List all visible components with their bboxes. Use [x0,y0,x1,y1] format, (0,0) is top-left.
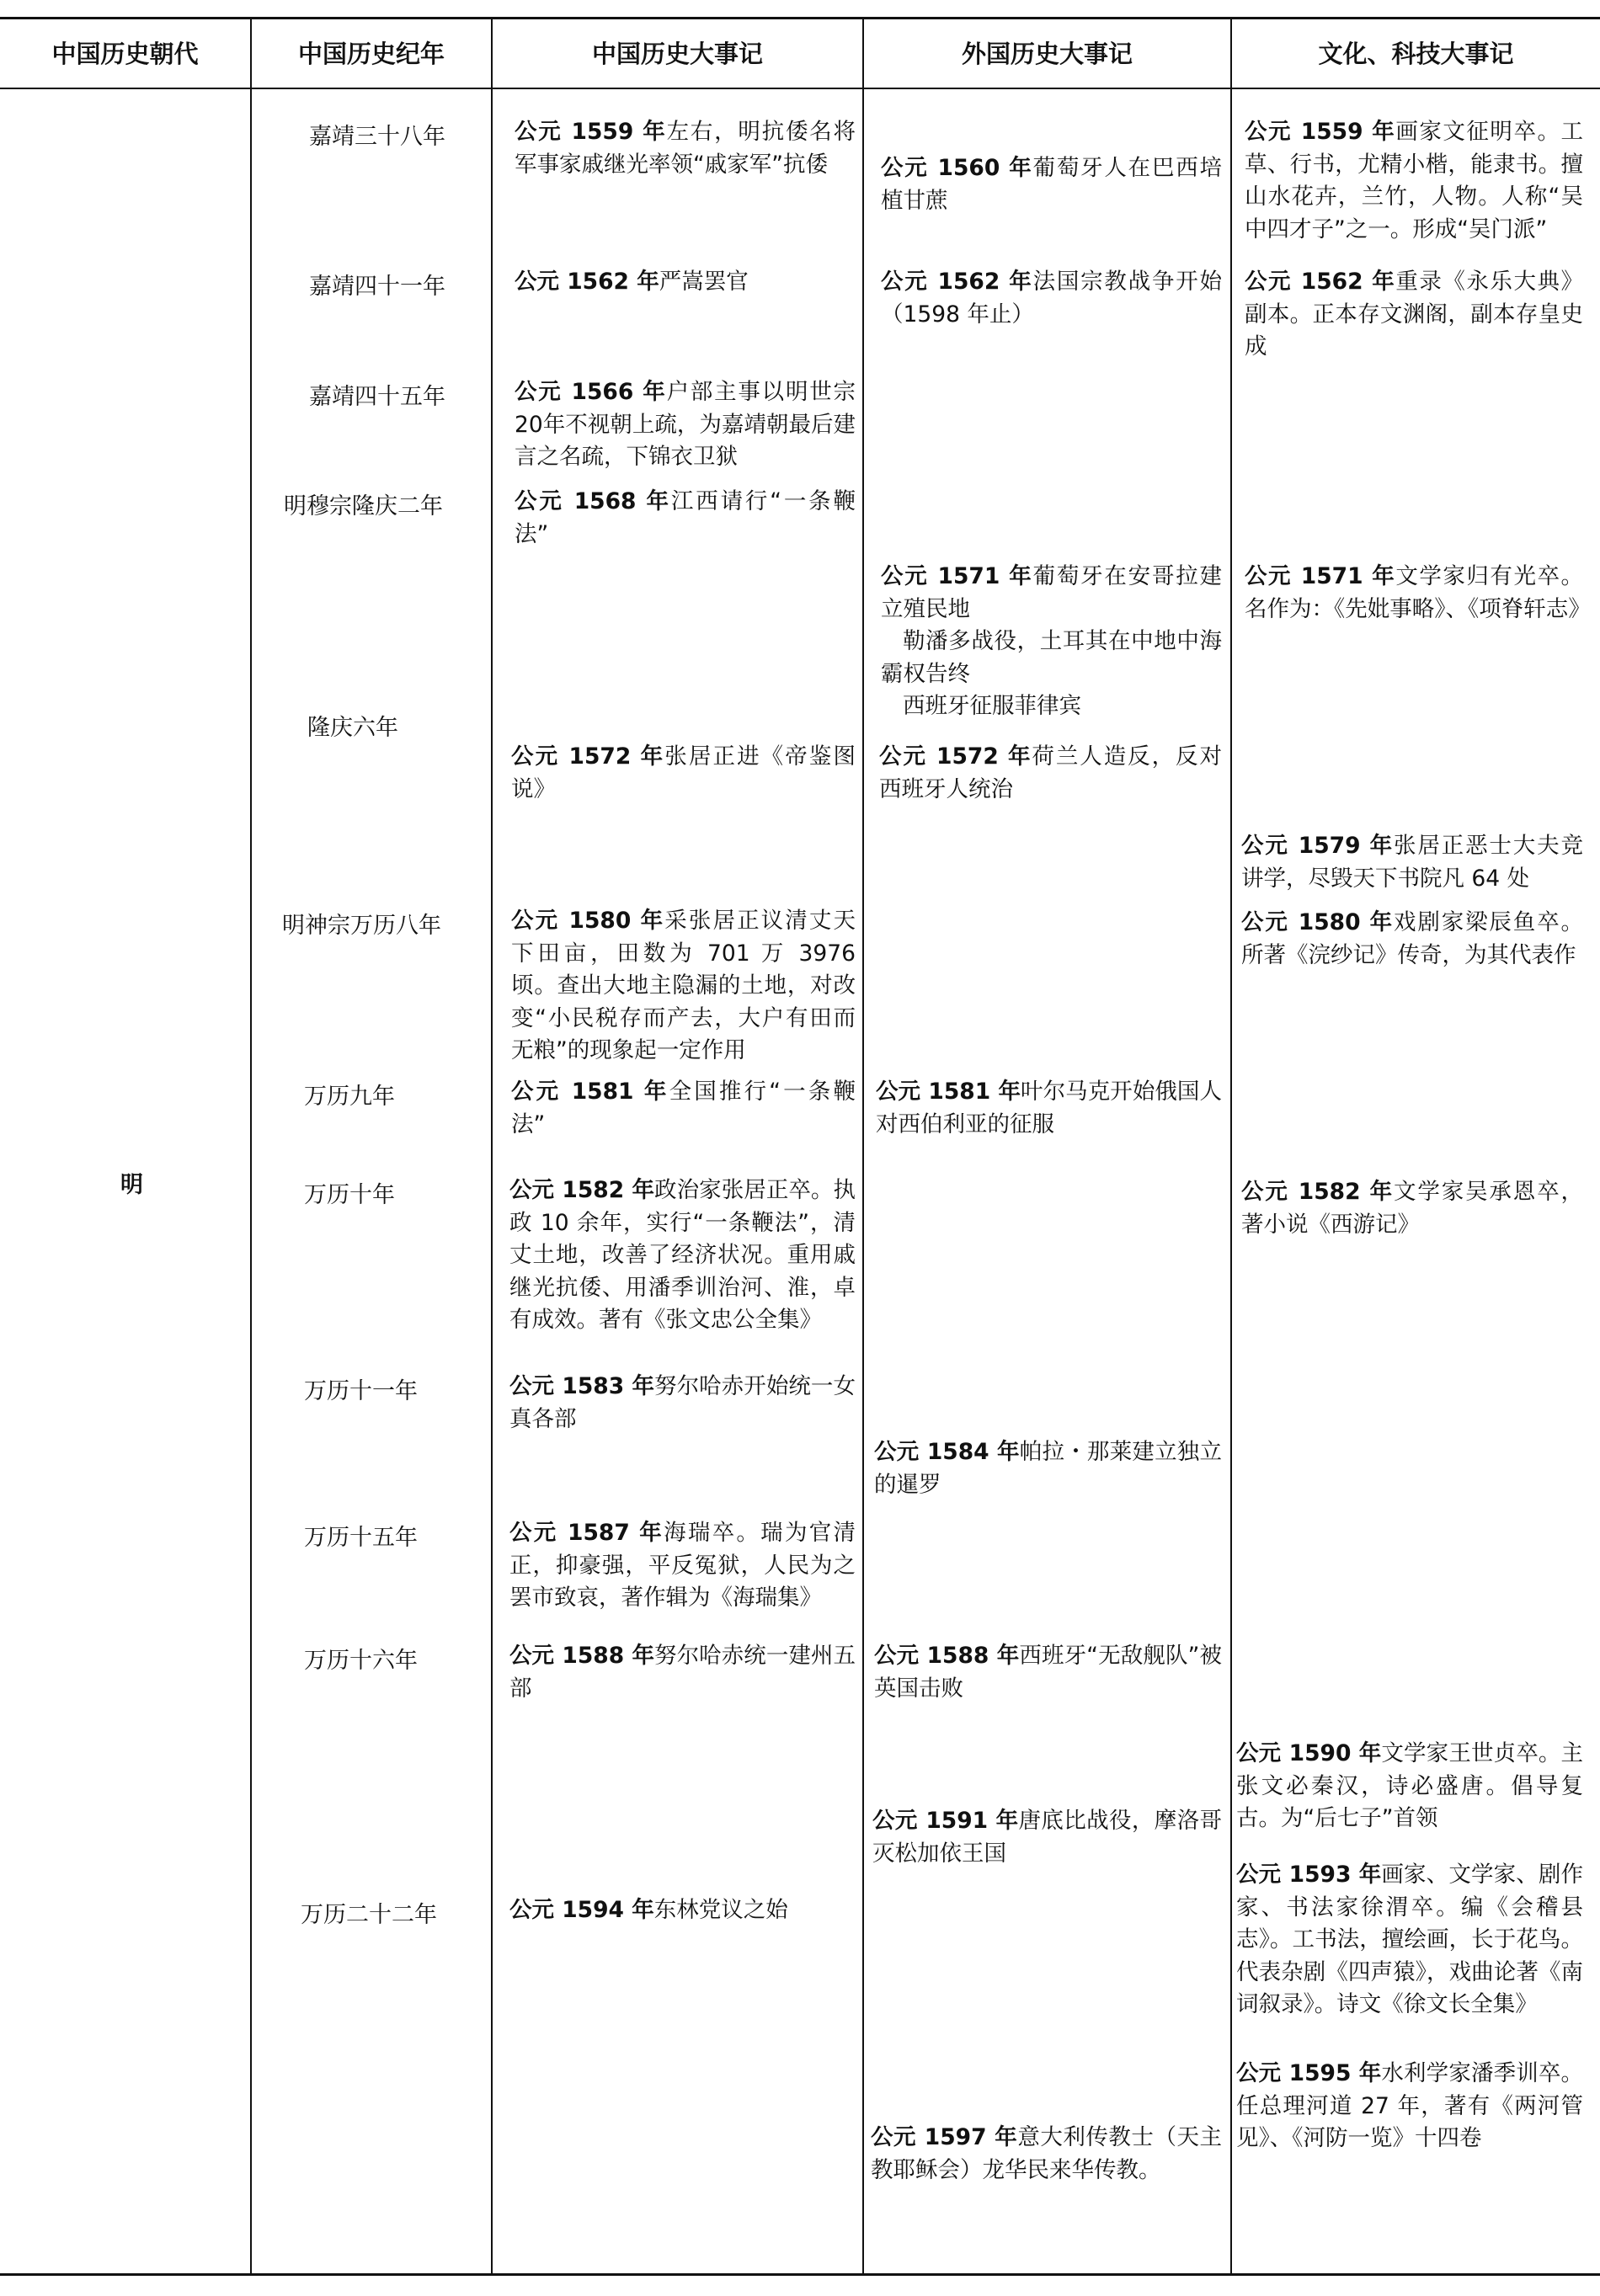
culture-event: 公元 1571 年文学家归有光卒。名作为：《先妣事略》、《项脊轩志》 [1245,563,1591,622]
header-bottom-rule [0,88,1600,89]
culture-event: 公元 1580 年戏剧家梁辰鱼卒。所著《浣纱记》传奇，为其代表作 [1241,909,1583,968]
era-label: 万历九年 [304,1084,395,1110]
culture-event: 公元 1579 年张居正恶士大夫竞讲学，尽毁天下书院凡 64 处 [1241,833,1583,892]
era-label: 万历十一年 [304,1378,418,1404]
china-event: 公元 1559 年左右，明抗倭名将军事家戚继光率领“戚家军”抗倭 [515,119,856,178]
era-label: 万历二十二年 [301,1902,437,1928]
era-label: 万历十年 [304,1182,395,1208]
foreign-event: 公元 1584 年帕拉・那莱建立独立的暹罗 [874,1439,1222,1498]
foreign-event: 公元 1597 年意大利传教士（天主教耶稣会）龙华民来华传教。 [871,2124,1223,2183]
era-label: 嘉靖四十五年 [309,384,445,410]
culture-event: 公元 1590 年文学家王世贞卒。主张文必秦汉，诗必盛唐。倡导复古。为“后七子”首领 [1236,1740,1584,1831]
china-event: 公元 1572 年张居正进《帝鉴图说》 [511,743,856,802]
china-event: 公元 1566 年户部主事以明世宗20年不视朝上疏，为嘉靖朝最后建言之名疏，下锦衣卫狱 [515,379,856,470]
foreign-event: 公元 1571 年葡萄牙在安哥拉建立殖民地 勒潘多战役，土耳其在中地中海霸权告终 西班牙征服菲律宾 [881,563,1222,719]
table-bottom-rule [0,2273,1600,2276]
china-event: 公元 1587 年海瑞卒。瑞为官清正，抑豪强，平反冤狱，人民为之罢市致哀，著作辑为《海瑞集》 [509,1520,856,1611]
dynasty-label: 明 [120,1172,143,1198]
china-event: 公元 1594 年东林党议之始 [509,1897,788,1923]
culture-event: 公元 1562 年重录《永乐大典》副本。正本存文渊阁，副本存皇史成 [1245,269,1583,360]
era-label: 嘉靖三十八年 [309,124,445,150]
column-divider-2 [491,17,493,2276]
era-label: 隆庆六年 [307,715,398,741]
china-event: 公元 1588 年努尔哈赤统一建州五部 [509,1643,856,1702]
culture-event: 公元 1582 年文学家吴承恩卒，著小说《西游记》 [1241,1179,1583,1238]
culture-event: 公元 1559 年画家文征明卒。工草、行书，尤精小楷，能隶书。擅山水花卉，兰竹，人物。人称“吴中四才子”之一。形成“吴门派” [1245,119,1583,242]
culture-event: 公元 1595 年水利学家潘季训卒。任总理河道 27 年，著有《两河管见》、《河防一览》十四卷 [1236,2060,1584,2151]
column-divider-4 [1230,17,1232,2276]
foreign-event: 公元 1581 年叶尔马克开始俄国人对西伯利亚的征服 [876,1079,1222,1137]
culture-event: 公元 1593 年画家、文学家、剧作家、书法家徐渭卒。编《会稽县志》。工书法，擅绘画，长于花鸟。代表杂剧《四声猿》，戏曲论著《南词叙录》。诗文《徐文长全集》 [1236,1862,1584,2017]
foreign-event: 公元 1560 年葡萄牙人在巴西培植甘蔗 [881,155,1222,214]
header-foreign-events: 外国历史大事记 [961,39,1133,68]
header-dynasty: 中国历史朝代 [51,39,199,68]
china-event: 公元 1581 年全国推行“一条鞭法” [511,1079,856,1137]
foreign-event: 公元 1562 年法国宗教战争开始（1598 年止） [881,269,1222,328]
china-event: 公元 1568 年江西请行“一条鞭法” [515,488,856,547]
header-culture-events: 文化、科技大事记 [1318,39,1514,68]
foreign-event: 公元 1591 年唐底比战役，摩洛哥灭松加依王国 [872,1808,1222,1867]
era-label: 明穆宗隆庆二年 [284,493,443,519]
foreign-event: 公元 1572 年荷兰人造反，反对西班牙人统治 [879,743,1223,802]
era-label: 明神宗万历八年 [282,913,441,939]
era-label: 万历十六年 [304,1648,418,1674]
china-event: 公元 1583 年努尔哈赤开始统一女真各部 [509,1373,856,1432]
china-event: 公元 1562 年严嵩罢官 [515,269,749,295]
column-divider-1 [250,17,252,2276]
era-label: 万历十五年 [304,1525,418,1551]
header-chronology: 中国历史纪年 [297,39,445,68]
china-event: 公元 1582 年政治家张居正卒。执政 10 余年，实行“一条鞭法”，清丈土地，改善了经济状况。重用戚继光抗倭、用潘季训治河、淮，卓有成效。著有《张文忠公全集》 [509,1177,856,1333]
foreign-event: 公元 1588 年西班牙“无敌舰队”被英国击败 [874,1643,1222,1702]
era-label: 嘉靖四十一年 [309,274,445,300]
column-divider-3 [862,17,864,2276]
china-event: 公元 1580 年采张居正议清丈天下田亩，田数为 701 万 3976 顷。查出大地主隐漏的土地，对改变“小民税存而产去，大户有田而无粮”的现象起一定作用 [511,908,856,1063]
header-china-events: 中国历史大事记 [591,39,763,68]
